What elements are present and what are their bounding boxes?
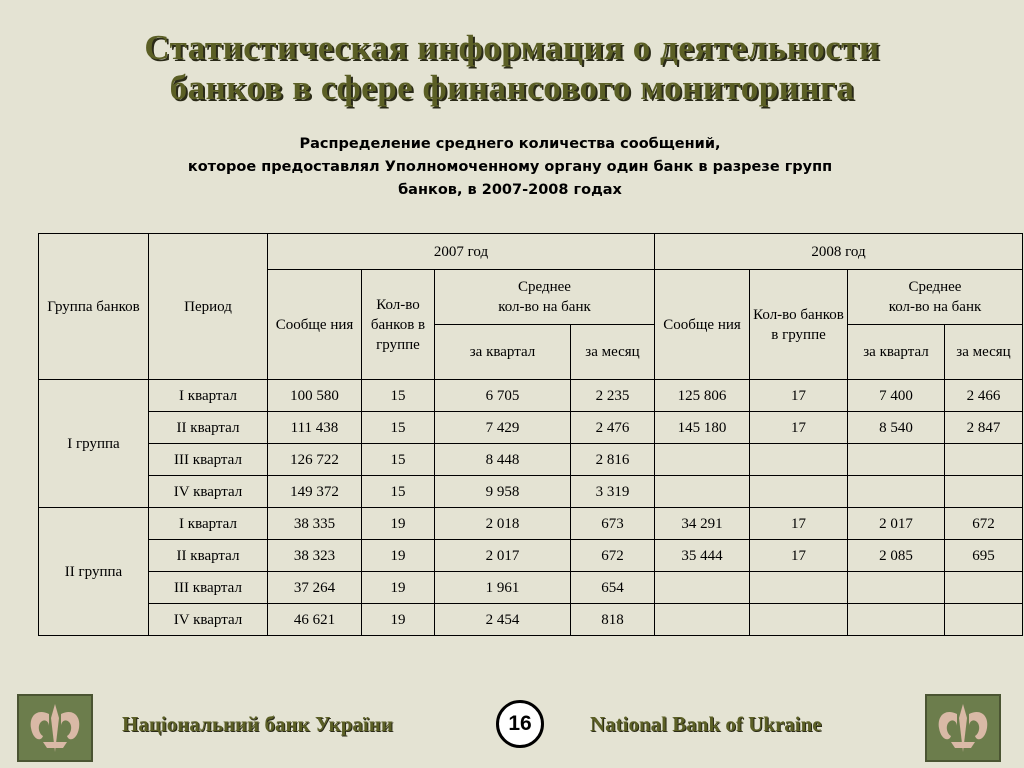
value-cell bbox=[848, 604, 945, 636]
value-cell: 2 454 bbox=[435, 604, 571, 636]
value-cell: 2 476 bbox=[571, 412, 655, 444]
value-cell bbox=[848, 476, 945, 508]
value-cell: 17 bbox=[750, 380, 848, 412]
value-cell: 37 264 bbox=[268, 572, 362, 604]
header-messages-2007: Сообще ния bbox=[268, 270, 362, 380]
slide-title bbox=[0, 28, 1024, 108]
value-cell: 19 bbox=[362, 540, 435, 572]
value-cell: 3 319 bbox=[571, 476, 655, 508]
table-row bbox=[39, 476, 1023, 508]
value-cell bbox=[655, 476, 750, 508]
value-cell: 17 bbox=[750, 540, 848, 572]
value-cell: 7 400 bbox=[848, 380, 945, 412]
table-row bbox=[39, 412, 1023, 444]
period-cell: IV квартал bbox=[149, 604, 268, 636]
slide-title-line2: банков в сфере финансового мониторинга bbox=[169, 68, 855, 107]
value-cell: 695 bbox=[945, 540, 1023, 572]
value-cell bbox=[655, 604, 750, 636]
value-cell: 2 816 bbox=[571, 444, 655, 476]
value-cell: 100 580 bbox=[268, 380, 362, 412]
value-cell: 111 438 bbox=[268, 412, 362, 444]
value-cell: 2 235 bbox=[571, 380, 655, 412]
value-cell: 125 806 bbox=[655, 380, 750, 412]
nbu-emblem-icon bbox=[17, 694, 93, 762]
header-average-2007-line2: кол-во на банк bbox=[498, 299, 591, 315]
value-cell: 654 bbox=[571, 572, 655, 604]
value-cell bbox=[945, 572, 1023, 604]
value-cell: 19 bbox=[362, 508, 435, 540]
header-average-2007 bbox=[435, 270, 655, 325]
period-cell: III квартал bbox=[149, 572, 268, 604]
value-cell: 8 540 bbox=[848, 412, 945, 444]
value-cell: 38 323 bbox=[268, 540, 362, 572]
statistics-table bbox=[38, 233, 1023, 636]
value-cell: 2 847 bbox=[945, 412, 1023, 444]
value-cell: 672 bbox=[945, 508, 1023, 540]
value-cell: 2 085 bbox=[848, 540, 945, 572]
value-cell: 15 bbox=[362, 412, 435, 444]
header-average-2007-line1: Среднее bbox=[518, 279, 571, 295]
header-period bbox=[149, 234, 268, 380]
value-cell: 46 621 bbox=[268, 604, 362, 636]
table-caption-line1: Распределение среднего количества сообщений, bbox=[299, 136, 721, 152]
value-cell bbox=[655, 572, 750, 604]
value-cell: 15 bbox=[362, 444, 435, 476]
value-cell: 818 bbox=[571, 604, 655, 636]
value-cell bbox=[848, 444, 945, 476]
table-row bbox=[39, 380, 1023, 412]
header-period-label: Период bbox=[184, 298, 232, 315]
page-number: 16 bbox=[496, 700, 544, 748]
group-name-cell: II группа bbox=[39, 508, 149, 636]
period-cell: II квартал bbox=[149, 540, 268, 572]
value-cell: 8 448 bbox=[435, 444, 571, 476]
value-cell: 149 372 bbox=[268, 476, 362, 508]
table-caption-line3: банков, в 2007-2008 годах bbox=[398, 182, 622, 198]
value-cell: 9 958 bbox=[435, 476, 571, 508]
value-cell: 2 017 bbox=[848, 508, 945, 540]
value-cell bbox=[750, 444, 848, 476]
value-cell bbox=[655, 444, 750, 476]
period-cell: II квартал bbox=[149, 412, 268, 444]
period-cell: III квартал bbox=[149, 444, 268, 476]
header-group bbox=[39, 234, 149, 380]
value-cell: 145 180 bbox=[655, 412, 750, 444]
value-cell: 2 018 bbox=[435, 508, 571, 540]
value-cell bbox=[750, 476, 848, 508]
value-cell bbox=[750, 604, 848, 636]
group-name-cell: I группа bbox=[39, 380, 149, 508]
value-cell: 2 466 bbox=[945, 380, 1023, 412]
period-cell: IV квартал bbox=[149, 476, 268, 508]
value-cell: 35 444 bbox=[655, 540, 750, 572]
value-cell bbox=[945, 444, 1023, 476]
value-cell: 126 722 bbox=[268, 444, 362, 476]
nbu-emblem-icon-right bbox=[925, 694, 1001, 762]
header-average-2008-line2: кол-во на банк bbox=[888, 299, 982, 315]
value-cell: 34 291 bbox=[655, 508, 750, 540]
table-caption bbox=[160, 133, 860, 202]
value-cell: 19 bbox=[362, 572, 435, 604]
value-cell: 15 bbox=[362, 380, 435, 412]
value-cell: 19 bbox=[362, 604, 435, 636]
value-cell bbox=[848, 572, 945, 604]
value-cell: 38 335 bbox=[268, 508, 362, 540]
header-per-month-2008: за месяц bbox=[945, 325, 1023, 380]
nbu-emblem-icon-right-svg bbox=[927, 696, 999, 760]
header-per-quarter-2007: за квартал bbox=[435, 325, 571, 380]
header-banks-count-2007: Кол-во банков в группе bbox=[362, 270, 435, 380]
header-year-2008: 2008 год bbox=[655, 234, 1023, 270]
footer-bank-name-en: National Bank of Ukraine bbox=[590, 712, 822, 736]
table-row bbox=[39, 508, 1023, 540]
period-cell: I квартал bbox=[149, 380, 268, 412]
value-cell: 673 bbox=[571, 508, 655, 540]
table-body bbox=[39, 380, 1023, 636]
header-per-quarter-2008: за квартал bbox=[848, 325, 945, 380]
table-row bbox=[39, 604, 1023, 636]
period-cell: I квартал bbox=[149, 508, 268, 540]
statistics-table-wrapper bbox=[38, 233, 1023, 636]
header-average-2008 bbox=[848, 270, 1023, 325]
value-cell: 15 bbox=[362, 476, 435, 508]
nbu-emblem-icon-left-svg bbox=[19, 696, 91, 760]
header-year-2007: 2007 год bbox=[268, 234, 655, 270]
table-row bbox=[39, 444, 1023, 476]
header-per-month-2007: за месяц bbox=[571, 325, 655, 380]
value-cell bbox=[945, 476, 1023, 508]
value-cell: 7 429 bbox=[435, 412, 571, 444]
value-cell: 17 bbox=[750, 412, 848, 444]
table-caption-line2: которое предоставлял Уполномоченному органу один банк в разрезе групп bbox=[187, 159, 833, 175]
value-cell: 17 bbox=[750, 508, 848, 540]
table-row bbox=[39, 540, 1023, 572]
header-banks-count-2008: Кол-во банков в группе bbox=[750, 270, 848, 380]
value-cell: 1 961 bbox=[435, 572, 571, 604]
table-row bbox=[39, 572, 1023, 604]
value-cell bbox=[750, 572, 848, 604]
header-group-label: Группа банков bbox=[47, 298, 140, 315]
footer-bank-name-ua: Національний банк України bbox=[122, 712, 393, 736]
value-cell: 6 705 bbox=[435, 380, 571, 412]
slide-title-line1: Статистическая информация о деятельности bbox=[144, 28, 880, 67]
value-cell bbox=[945, 604, 1023, 636]
value-cell: 2 017 bbox=[435, 540, 571, 572]
header-messages-2008: Сообще ния bbox=[655, 270, 750, 380]
header-average-2008-line1: Среднее bbox=[908, 279, 962, 295]
value-cell: 672 bbox=[571, 540, 655, 572]
